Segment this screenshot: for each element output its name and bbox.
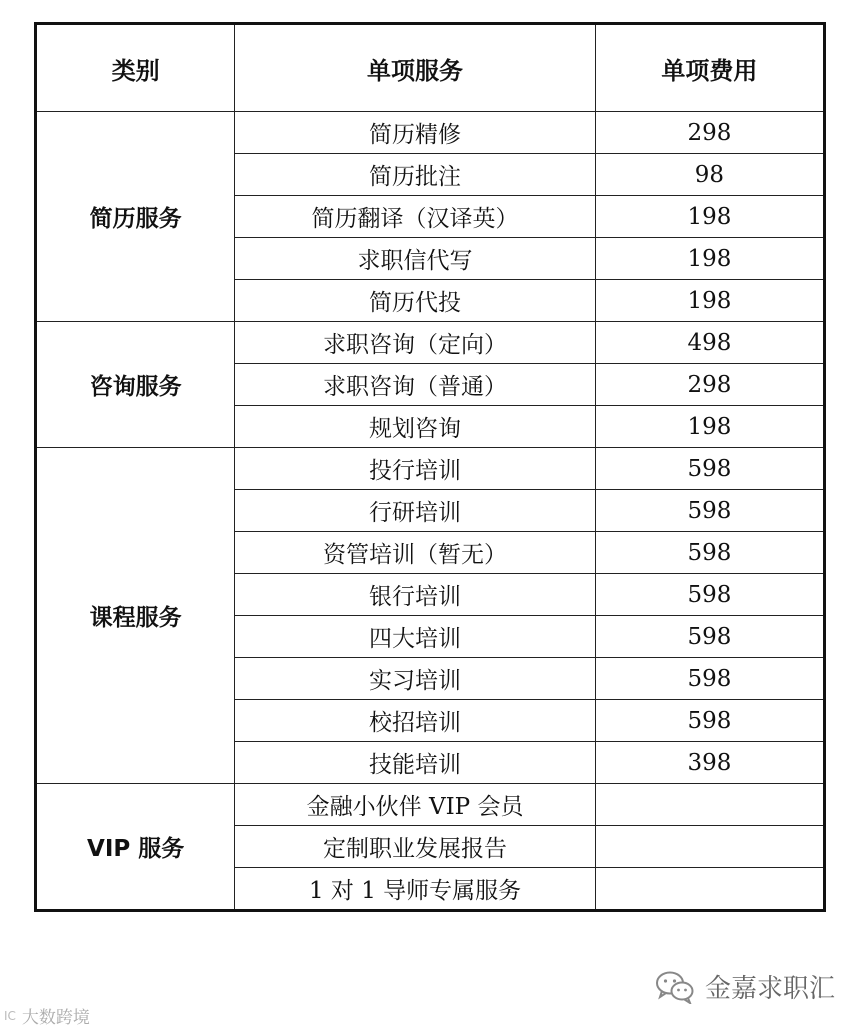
service-cell: 金融小伙伴 VIP 会员: [235, 784, 596, 826]
category-cell: VIP 服务: [36, 784, 235, 911]
price-cell: 598: [595, 616, 824, 658]
watermark-site: [4, 1003, 90, 1028]
header-category: 类别: [36, 24, 235, 112]
price-cell: 598: [595, 532, 824, 574]
price-cell: 198: [595, 238, 824, 280]
watermark-wechat: [655, 968, 835, 1005]
service-cell: 求职咨询（普通）: [235, 364, 596, 406]
table-row: [36, 112, 825, 154]
service-cell: 简历精修: [235, 112, 596, 154]
service-cell: 实习培训: [235, 658, 596, 700]
category-cell: 课程服务: [36, 448, 235, 784]
price-cell: 398: [595, 742, 824, 784]
price-cell: 198: [595, 406, 824, 448]
header-row: [36, 24, 825, 112]
price-cell: 598: [595, 574, 824, 616]
price-cell: 598: [595, 700, 824, 742]
price-cell: 298: [595, 112, 824, 154]
category-cell: 咨询服务: [36, 322, 235, 448]
table-row: [36, 784, 825, 826]
table-row: [36, 322, 825, 364]
service-cell: 1 对 1 导师专属服务: [235, 868, 596, 911]
site-watermark-text: 大数跨境: [21, 1008, 90, 1028]
wechat-icon: [655, 970, 695, 1004]
header-service: 单项服务: [235, 24, 596, 112]
price-cell: 98: [595, 154, 824, 196]
service-cell: 校招培训: [235, 700, 596, 742]
site-logo: IC: [4, 1008, 16, 1023]
price-cell: 598: [595, 448, 824, 490]
price-cell: [595, 868, 824, 911]
service-cell: 定制职业发展报告: [235, 826, 596, 868]
category-cell: 简历服务: [36, 112, 235, 322]
service-cell: 简历代投: [235, 280, 596, 322]
service-cell: 四大培训: [235, 616, 596, 658]
service-cell: 简历批注: [235, 154, 596, 196]
service-cell: 银行培训: [235, 574, 596, 616]
watermark-account-name: 金嘉求职汇: [704, 974, 835, 1004]
header-price: 单项费用: [595, 24, 824, 112]
price-cell: 198: [595, 280, 824, 322]
price-cell: 598: [595, 490, 824, 532]
price-cell: 498: [595, 322, 824, 364]
price-table: [34, 22, 826, 912]
price-cell: 598: [595, 658, 824, 700]
service-cell: 投行培训: [235, 448, 596, 490]
service-cell: 技能培训: [235, 742, 596, 784]
price-cell: 198: [595, 196, 824, 238]
service-cell: 求职咨询（定向）: [235, 322, 596, 364]
price-cell: [595, 784, 824, 826]
service-cell: 规划咨询: [235, 406, 596, 448]
service-cell: 资管培训（暂无）: [235, 532, 596, 574]
price-cell: 298: [595, 364, 824, 406]
service-cell: 简历翻译（汉译英）: [235, 196, 596, 238]
service-cell: 行研培训: [235, 490, 596, 532]
price-cell: [595, 826, 824, 868]
service-cell: 求职信代写: [235, 238, 596, 280]
table-row: [36, 448, 825, 490]
